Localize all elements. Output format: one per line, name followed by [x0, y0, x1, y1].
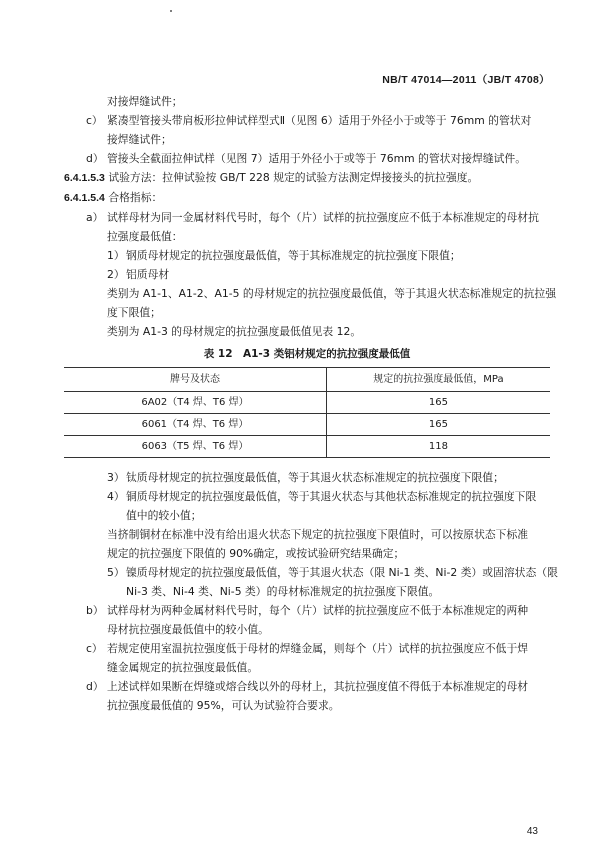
sub-item-5	[64, 563, 558, 582]
sub-label: 3）	[107, 471, 125, 484]
sub-item-2	[64, 265, 550, 284]
table-cell: 165	[326, 392, 550, 414]
text-line: 当挤制铜材在标准中没有给出退火状态下规定的抗拉强度下限值时，可以按原状态下标准	[107, 528, 529, 541]
sub-text: 镍质母材规定的抗拉强度最低值，等于其退火状态（限 Ni-1 类、Ni-2 类）或固溶状态（限	[126, 566, 558, 579]
sub-text: Ni-3 类、Ni-4 类、Ni-5 类）的母材标准规定的抗拉强度下限值。	[126, 585, 440, 598]
text-line: 度下限值；	[107, 306, 161, 319]
table-row	[64, 436, 550, 458]
sub-label: 4）	[107, 490, 125, 503]
text-line: 类别为 A1-3 的母材规定的抗拉强度最低值见表 12。	[107, 325, 362, 338]
scan-speck	[170, 10, 172, 12]
sub-text: 铜质母材规定的抗拉强度最低值，等于其退火状态与其他状态标准规定的抗拉强度下限	[126, 490, 537, 503]
item-text: 试样母材为同一金属材料代号时，每个（片）试样的抗拉强度应不低于本标准规定的母材抗	[107, 211, 539, 224]
list-item-c	[64, 111, 550, 130]
list-item-d2	[64, 677, 550, 696]
list-item-b	[64, 601, 550, 620]
table-12	[64, 367, 550, 458]
table-cell: 6061（T4 焊、T6 焊）	[64, 414, 326, 436]
standard-header: NB/T 47014—2011（JB/T 4708）	[382, 74, 550, 86]
sub-item-1	[64, 246, 550, 265]
text-line: 母材抗拉强度最低值中的较小值。	[107, 623, 269, 636]
sub-label: 2）	[107, 268, 125, 281]
section-text: 合格指标：	[108, 191, 163, 204]
table-caption: 表 12 A1-3 类铝材规定的抗拉强度最低值	[203, 348, 411, 360]
item-text: 试样母材为两种金属材料代号时，每个（片）试样的抗拉强度应不低于本标准规定的两种	[107, 604, 529, 617]
text-line: 缝金属规定的抗拉强度最低值。	[107, 661, 259, 674]
list-item-d	[64, 149, 550, 168]
sub-text: 钛质母材规定的抗拉强度最低值，等于其退火状态标准规定的抗拉强度下限值；	[126, 471, 504, 484]
item-label: c）	[86, 642, 103, 655]
page-body	[64, 92, 558, 715]
table-cell: 118	[326, 436, 550, 458]
item-text: 管接头全截面拉伸试样（见图 7）适用于外径小于或等于 76mm 的管状对接焊缝试件。	[107, 152, 527, 165]
table-header-row	[64, 368, 550, 392]
section-number: 6.4.1.5.4	[64, 192, 105, 204]
list-item-c2	[64, 639, 550, 658]
page-number: 43	[526, 826, 538, 837]
text-line: 类别为 A1-1、A1-2、A1-5 的母材规定的抗拉强度最低值，等于其退火状态标准规定的抗拉强	[107, 287, 557, 300]
list-item-a	[64, 208, 550, 227]
section-text: 试验方法：拉伸试验按 GB/T 228 规定的试验方法测定焊接接头的抗拉强度。	[108, 171, 479, 184]
sub-text: 钢质母材规定的抗拉强度最低值，等于其标准规定的抗拉强度下限值；	[126, 249, 461, 262]
item-text: 若规定使用室温抗拉强度低于母材的焊缝金属，则每个（片）试样的抗拉强度应不低于焊	[107, 642, 529, 655]
item-text: 紧凑型管接头带肩板形拉伸试样型式Ⅱ（见图 6）适用于外径小于或等于 76mm 的管状对	[107, 114, 532, 127]
text-line: 接焊缝试件；	[107, 133, 172, 146]
sub-item-4	[64, 487, 550, 506]
item-label: d）	[86, 680, 104, 693]
column-header: 牌号及状态	[64, 368, 326, 392]
sub-label: 1）	[107, 249, 125, 262]
text-line: 对接焊缝试件；	[107, 95, 183, 108]
text-line	[64, 582, 550, 601]
text-line	[64, 506, 550, 525]
text-line: 拉强度最低值：	[107, 230, 183, 243]
item-label: d）	[86, 152, 104, 165]
section-number: 6.4.1.5.3	[64, 172, 105, 184]
section-6-4-1-5-3	[64, 168, 550, 188]
sub-text: 铝质母材	[126, 268, 170, 281]
table-row	[64, 414, 550, 436]
table-cell: 6063（T5 焊、T6 焊）	[64, 436, 326, 458]
table-cell: 6A02（T4 焊、T6 焊）	[64, 392, 326, 414]
item-text: 上述试样如果断在焊缝或熔合线以外的母材上，其抗拉强度值不得低于本标准规定的母材	[107, 680, 529, 693]
item-label: a）	[86, 211, 104, 224]
item-label: c）	[86, 114, 103, 127]
item-label: b）	[86, 604, 104, 617]
sub-text: 值中的较小值；	[126, 509, 202, 522]
text-line: 规定的抗拉强度下限值的 90%确定，或按试验研究结果确定；	[107, 547, 405, 560]
sub-item-3	[64, 468, 550, 487]
table-row	[64, 392, 550, 414]
column-header: 规定的抗拉强度最低值，MPa	[326, 368, 550, 392]
text-line: 抗拉强度最低值的 95%，可认为试验符合要求。	[107, 699, 340, 712]
table-cell: 165	[326, 414, 550, 436]
section-6-4-1-5-4	[64, 188, 550, 208]
sub-label: 5）	[107, 566, 125, 579]
